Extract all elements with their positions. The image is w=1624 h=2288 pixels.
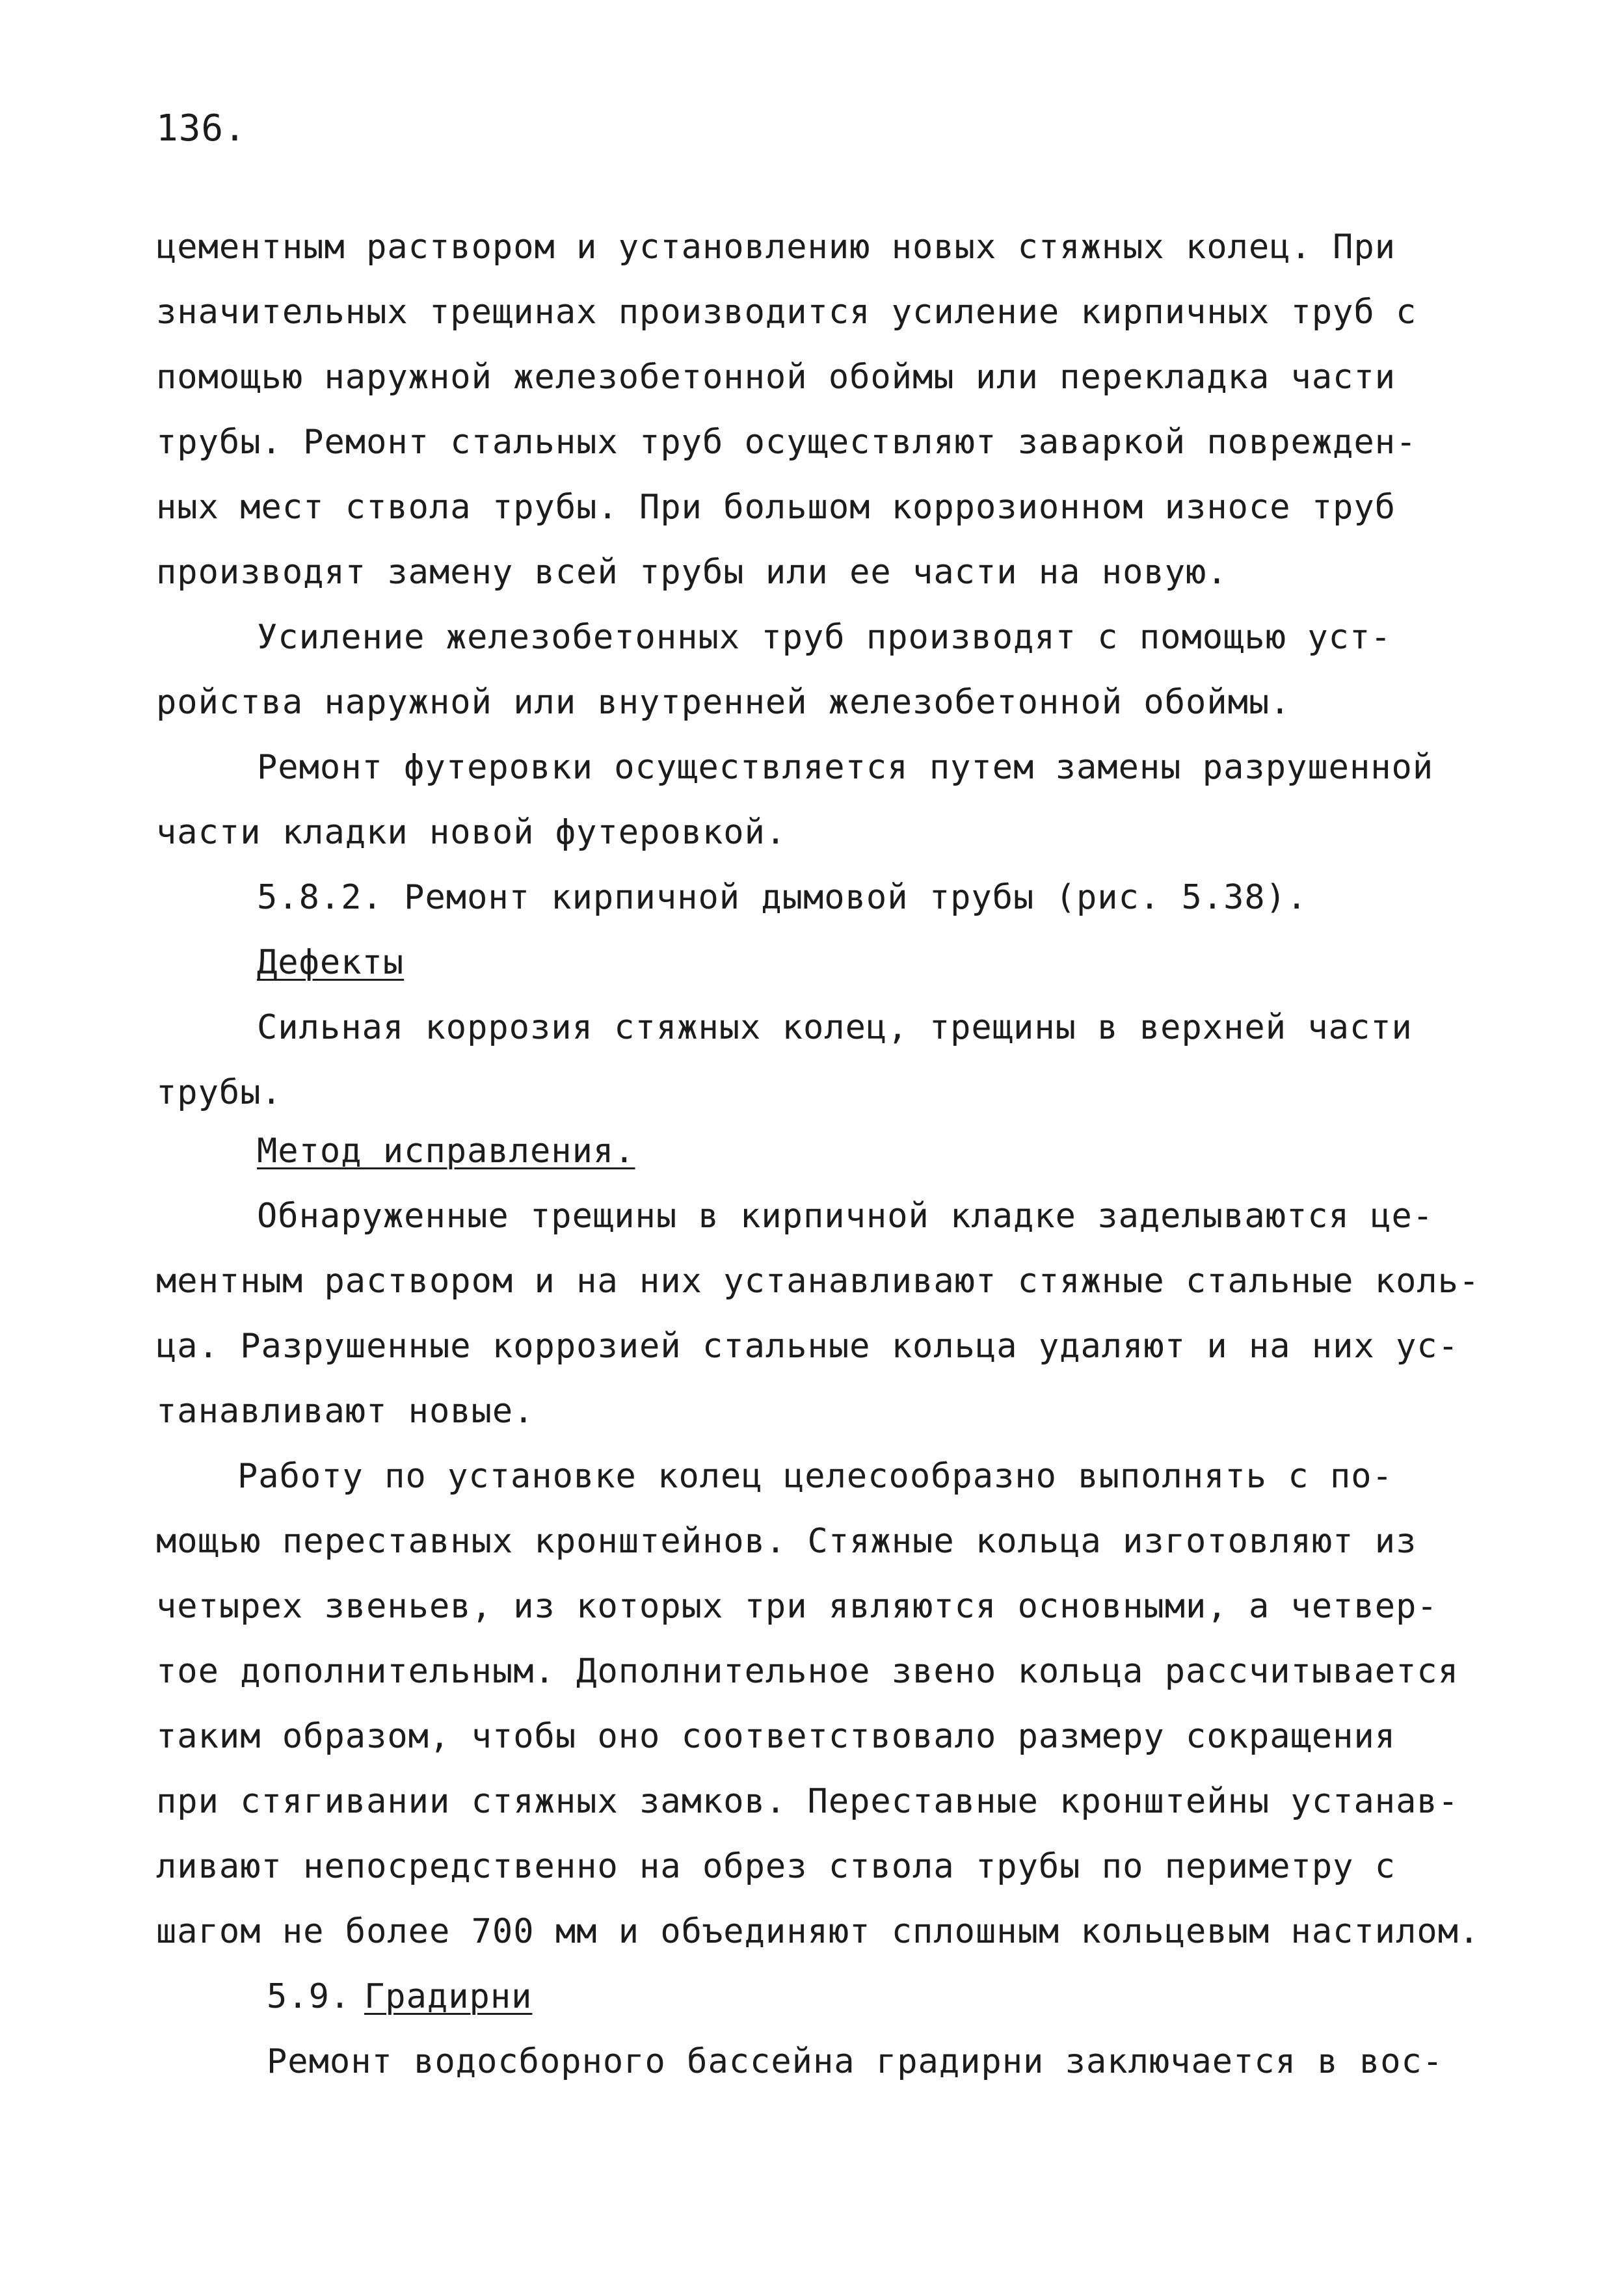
text-line: Сильная коррозия стяжных колец, трещины в верхней части xyxy=(257,1008,1413,1047)
text-line: при стягивании стяжных замков. Переставные кронштейны устанав- xyxy=(156,1782,1459,1821)
page-number: 136. xyxy=(156,107,246,150)
text-line: производят замену всей трубы или ее части на новую. xyxy=(156,553,1228,592)
section-number: 5.9. xyxy=(267,1977,372,2016)
subheading-defects: Дефекты xyxy=(257,943,405,982)
text-line: части кладки новой футеровкой. xyxy=(156,813,787,852)
text-line: ливают непосредственно на обрез ствола трубы по периметру с xyxy=(156,1847,1396,1886)
text-line: Работу по установке колец целесообразно выполнять с по- xyxy=(237,1457,1393,1496)
text-line: ментным раствором и на них устанавливают стяжные стальные коль- xyxy=(156,1262,1480,1301)
text-line: трубы. xyxy=(156,1073,282,1112)
text-line: Ремонт водосборного бассейна градирни заключается в вос- xyxy=(267,2042,1444,2081)
text-line: четырех звеньев, из которых три являются основными, а четвер- xyxy=(156,1587,1438,1626)
text-line: танавливают новые. xyxy=(156,1392,535,1431)
text-line: мощью переставных кронштейнов. Стяжные кольца изготовляют из xyxy=(156,1522,1417,1561)
text-line: шагом не более 700 мм и объединяют сплошным кольцевым настилом. xyxy=(156,1912,1480,1951)
section-title-cooling-towers: Градирни xyxy=(364,1977,533,2016)
text-line: Ремонт футеровки осуществляется путем замены разрушенной xyxy=(257,748,1434,787)
text-line: таким образом, чтобы оно соответствовало размеру сокращения xyxy=(156,1717,1396,1756)
section-heading: 5.8.2. Ремонт кирпичной дымовой трубы (рис. 5.38). xyxy=(257,878,1308,917)
text-line: значительных трещинах производится усиление кирпичных труб с xyxy=(156,293,1417,332)
text-line: ца. Разрушенные коррозией стальные кольца удаляют и на них ус- xyxy=(156,1327,1459,1366)
text-line: Обнаруженные трещины в кирпичной кладке заделываются це- xyxy=(257,1197,1434,1236)
text-line: тое дополнительным. Дополнительное звено кольца рассчитывается xyxy=(156,1652,1459,1691)
text-line: Усиление железобетонных труб производят с помощью уст- xyxy=(257,618,1392,657)
text-line: цементным раствором и установлению новых стяжных колец. При xyxy=(156,228,1396,267)
text-line: ройства наружной или внутренней железобетонной обоймы. xyxy=(156,683,1291,722)
text-line: помощью наружной железобетонной обоймы или перекладка части xyxy=(156,358,1396,397)
subheading-method: Метод исправления. xyxy=(257,1132,635,1171)
text-line: ных мест ствола трубы. При большом коррозионном износе труб xyxy=(156,488,1396,527)
text-line: трубы. Ремонт стальных труб осуществляют заваркой поврежден- xyxy=(156,423,1417,462)
